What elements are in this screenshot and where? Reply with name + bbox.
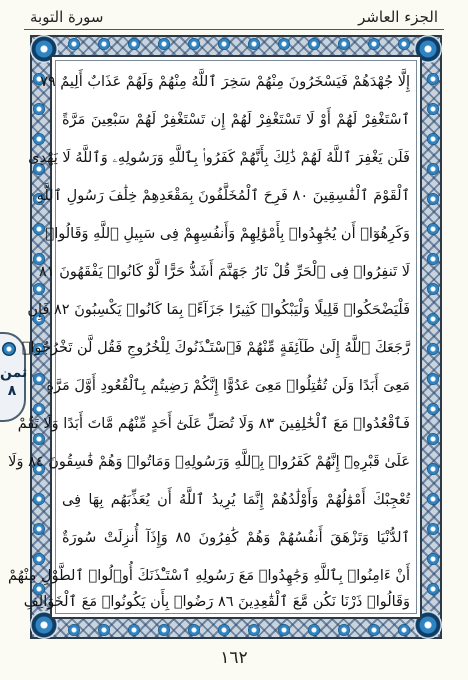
rosette-icon [128,624,140,636]
hizb-marker-text [0,364,28,400]
page-number: ١٦٢ [220,648,248,668]
rosette-icon [427,583,439,595]
rosette-icon [158,624,170,636]
rosette-icon [368,624,380,636]
rosette-icon [188,38,200,50]
rosette-icon [427,253,439,265]
hizb-marker-label: ثمن [0,365,28,381]
rosette-icon [427,73,439,85]
rosette-icon [33,103,45,115]
verse-line: فَلَن يَغْفِرَ ٱللَّهُ لَهُمْ ذَٰلِكَ بِأَنَّهُمْ كَفَرُوا۟ بِٱللَّهِ وَرَسُولِهِۦ وَٱللَّهُ لَا يَهْدِى [28,150,410,166]
rosette-icon [248,624,260,636]
rosette-icon [68,624,80,636]
verse-line: ٱلْقَوْمَ ٱلْفَٰسِقِينَ ٨٠ فَرِحَ ٱلْمُخَلَّفُونَ بِمَقْعَدِهِمْ خِلَٰفَ رَسُولِ ٱللَّهِ [36,188,410,204]
page-header [24,2,444,32]
rosette-icon [338,624,350,636]
verse-line: رَّجَعَكَ ٱللَّهُ إِلَىٰ طَآئِفَةٍ مِّنْهُمْ فَٱسْتَـْٔذَنُوكَ لِلْخُرُوجِ فَقُل لَّن تَخْرُجُوا۟ [21,340,410,356]
rosette-icon [427,463,439,475]
rosette-icon [427,223,439,235]
rosette-icon [427,163,439,175]
header-rule [24,29,444,30]
verse-line: وَقَالُوا۟ ذَرْنَا نَكُن مَّعَ ٱلْقَٰعِدِينَ ٨٦ رَضُوا۟ بِأَن يَكُونُوا۟ مَعَ ٱلْخَوَالِفِ [23,594,410,610]
rosette-icon [427,193,439,205]
rosette-icon [427,283,439,295]
rosette-icon [188,624,200,636]
rosette-icon [158,38,170,50]
verse-line: مَعِىَ أَبَدًا وَلَن تُقَٰتِلُوا۟ مَعِىَ عَدُوًّا إِنَّكُمْ رَضِيتُم بِٱلْقُعُودِ أَوَّلَ مَرَّةٍ [46,378,410,394]
verse-line: عَلَىٰ قَبْرِهِۦٓ إِنَّهُمْ كَفَرُوا۟ بِٱللَّهِ وَرَسُولِهِۦ وَمَاتُوا۟ وَهُمْ فَٰسِقُونَ ٨٤ وَلَا [8,454,410,470]
verse-line: ٱلدُّنْيَا وَتَزْهَقَ أَنفُسُهُمْ وَهُمْ كَٰفِرُونَ ٨٥ وَإِذَآ أُنزِلَتْ سُورَةٌ [62,530,410,546]
rosette-icon [2,342,16,356]
rosette-icon [218,624,230,636]
rosette-icon [248,38,260,50]
rosette-icon [398,624,410,636]
rosette-icon [398,38,410,50]
rosette-icon [427,343,439,355]
rosette-icon [98,624,110,636]
verse-line: لَا تَنفِرُوا۟ فِى ٱلْحَرِّ قُلْ نَارُ جَهَنَّمَ أَشَدُّ حَرًّا لَّوْ كَانُوا۟ يَفْقَهُونَ ٨١ [39,264,410,280]
rosette-icon [338,38,350,50]
rosette-icon [427,553,439,565]
verse-line: ٱسْتَغْفِرْ لَهُمْ أَوْ لَا تَسْتَغْفِرْ لَهُمْ إِن تَسْتَغْفِرْ لَهُمْ سَبْعِينَ مَرَّةً [62,112,410,128]
rosette-icon [33,373,45,385]
verse-line: أَنْ ءَامِنُوا۟ بِٱللَّهِ وَجَٰهِدُوا۟ مَعَ رَسُولِهِ ٱسْتَـْٔذَنَكَ أُو۟لُوا۟ ٱلطَّوْلِ مِنْهُمْ [7,568,410,584]
rosette-icon [308,38,320,50]
rosette-icon [427,493,439,505]
rosette-icon [33,523,45,535]
rosette-icon [98,38,110,50]
rosette-icon [278,624,290,636]
rosette-icon [128,38,140,50]
rosette-icon [308,624,320,636]
rosette-icon [427,103,439,115]
verse-line: وَكَرِهُوٓا۟ أَن يُجَٰهِدُوا۟ بِأَمْوَٰلِهِمْ وَأَنفُسِهِمْ فِى سَبِيلِ ٱللَّهِ وَقَالُوا۟ [45,226,410,242]
rosette-icon [427,373,439,385]
rosette-icon [33,223,45,235]
rosette-icon [427,133,439,145]
rosette-icon [278,38,290,50]
surah-title: سورة التوبة [30,8,104,26]
verse-line: إِلَّا جُهْدَهُمْ فَيَسْخَرُونَ مِنْهُمْ سَخِرَ ٱللَّهُ مِنْهُمْ وَلَهُمْ عَذَابٌ أَلِيمٌ ٧٩ [40,74,410,90]
rosette-icon [427,403,439,415]
verse-line: تُعْجِبْكَ أَمْوَٰلُهُمْ وَأَوْلَٰدُهُمْ إِنَّمَا يُرِيدُ ٱللَّهُ أَن يُعَذِّبَهُم بِهَا فِى [62,492,410,508]
verse-line: فَلْيَضْحَكُوا۟ قَلِيلًا وَلْيَبْكُوا۟ كَثِيرًا جَزَآءًۢ بِمَا كَانُوا۟ يَكْسِبُونَ ٨٢ فَإِن [27,302,410,318]
rosette-icon [218,38,230,50]
verse-line: فَٱقْعُدُوا۟ مَعَ ٱلْخَٰلِفِينَ ٨٣ وَلَا تُصَلِّ عَلَىٰٓ أَحَدٍ مِّنْهُم مَّاتَ أَبَدًا وَلَا تَقُمْ [17,416,410,432]
rosette-icon [427,523,439,535]
rosette-icon [427,313,439,325]
rosette-icon [427,433,439,445]
hizb-marker-number: ٨ [7,383,17,399]
rosette-icon [368,38,380,50]
juz-title: الجزء العاشر [358,8,438,26]
rosette-icon [33,493,45,505]
rosette-icon [68,38,80,50]
